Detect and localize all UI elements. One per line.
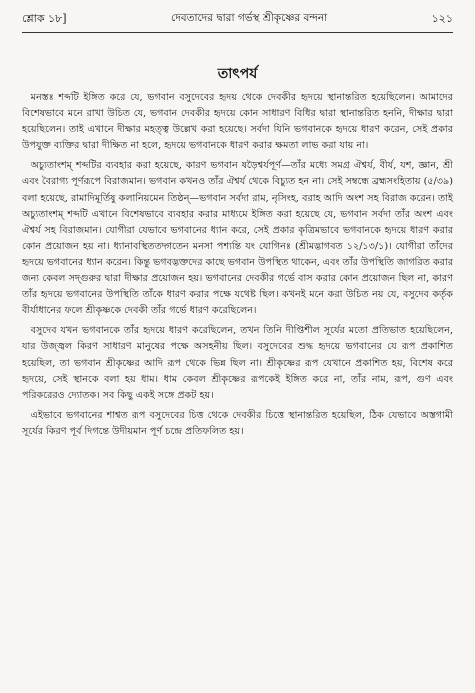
page-number: ১২১ — [431, 11, 453, 25]
paragraph-2: অচ্যুতাংশম্ শব্দটির ব্যবহার করা হয়েছে, কারণ ভগবান ষড়ৈশ্বর্যপূর্ণ—তাঁর মধ্যে সমগ্র ঐশ্বর্য, বীর্য, যশ, জ্ঞান, শ্রী এবং বৈরাগ্য পূর্ণরূপে বিরাজমান। ভগবান কখনও তাঁর ঐশ্বর্য থেকে বিচ্যুত হন না। সেই সম্বন্ধে ব্রহ্মসংহিতায় (৫/৩৯) বলা হয়েছে, রামাদিমূর্তিষু কলানিয়মেন তিষ্ঠন্—ভগবান সর্বদা রাম, নৃসিংহ, বরাহ আদি অংশ সহ বিরাজ করেন। তাই অচ্যুতাংশম্ শব্দটি এখানে বিশেষভাবে ব্যবহার করার মাধ্যমে ইঙ্গিত করা হয়েছে যে, ভগবান সর্বদা তাঁর অংশ এবং ঐশ্বর্য সহ বিরাজমান। যোগীরা যেভাবে ভগবানের ধ্যান করে, সেই প্রকার কৃত্রিমভাবে ভগবানকে হৃদয়ে ধারণ করার কোন প্রয়োজন হয় না। ধ্যানাবস্থিততদ্গতেন মনসা পশ্যন্তি যং যোগিনঃ (শ্রীমদ্ভাগবত ১২/১৩/১)। যোগীরা তাঁদের হৃদয়ে ভগবানের ধ্যান করেন। কিন্তু ভগবদ্ভক্তদের কাছে ভগবান উপস্থিত থাকেন, এবং তাঁর উপস্থিতি জাগরিত করার জন্য কেবল সদ্গুরুর দ্বারা দীক্ষার প্রয়োজন হয়। ভগবানের দেবকীর গর্ভে বাস করার কোন প্রয়োজন ছিল না, কারণ তাঁর হৃদয়ে ভগবানের উপস্থিতি তাঁকে ধারণ করার পক্ষে যথেষ্ট ছিল। কখনই মনে করা উচিত নয় যে, বসুদেব কর্তৃক বীর্যাধানের ফলে শ্রীকৃষ্ণকে দেবকী তাঁর গর্ভে ধারণ করেছিলেন। — [22, 160, 453, 317]
purport-body — [22, 90, 453, 444]
section-heading: তাৎপর্য — [217, 66, 258, 82]
running-header — [22, 6, 453, 33]
paragraph-1: মনস্তঃ শব্দটি ইঙ্গিত করে যে, ভগবান বসুদেবের হৃদয় থেকে দেবকীর হৃদয়ে স্থানান্তরিত হয়েছিলেন। আমাদের বিশেষভাবে মনে রাখা উচিত যে, ভগবান দেবকীর হৃদয়ে কোন সাধারণ বিধির দ্বারা স্থানান্তরিত হননি, দীক্ষার দ্বারা হয়েছিলেন। তাই এখানে দীক্ষার মহত্ত্ব উল্লেখ করা হয়েছে। সর্বদা যিনি ভগবানকে হৃদয়ে ধারণ করেন, সেই প্রকার উপযুক্ত ব্যক্তির দ্বারা দীক্ষিত না হলে, হৃদয়ে ভগবানকে ধারণ করার ক্ষমতা লাভ করা যায় না। — [22, 92, 453, 152]
paragraph-3: বসুদেব যখন ভগবানকে তাঁর হৃদয়ে ধারণ করেছিলেন, তখন তিনি দীপ্তিশীল সূর্যের মতো প্রতিভাত হয়েছিলেন, যার উজ্জ্বল কিরণ সাধারণ মানুষের পক্ষে অসহনীয় ছিল। বসুদেবের শুদ্ধ হৃদয়ে ভগবানের যে রূপ প্রকাশিত হয়েছিল, তা ভগবান শ্রীকৃষ্ণের আদি রূপ থেকে ভিন্ন ছিল না। শ্রীকৃষ্ণের রূপ যেখানে প্রকাশিত হয়, বিশেষ করে হৃদয়ে, সেই স্থানকে বলা হয় ধাম। ধাম কেবল শ্রীকৃষ্ণের রূপকেই ইঙ্গিত করে না, তাঁর নাম, রূপ, গুণ এবং পরিকরেরও দ্যোতক। সব কিছু একই সঙ্গে প্রকট হয়। — [22, 325, 453, 401]
paragraph-4: এইভাবে ভগবানের শাশ্বত রূপ বসুদেবের চিত্ত থেকে দেবকীর চিত্তে স্থানান্তরিত হয়েছিল, ঠিক যেভাবে অস্তগামী সূর্যের কিরণ পূর্ব দিগন্তে উদীয়মান পূর্ণ চন্দ্রে প্রতিফলিত হয়। — [22, 409, 453, 437]
verse-reference: শ্লোক ১৮] — [22, 11, 67, 25]
chapter-title: দেবতাদের দ্বারা গর্ভস্থ শ্রীকৃষ্ণের বন্দনা — [171, 11, 328, 24]
